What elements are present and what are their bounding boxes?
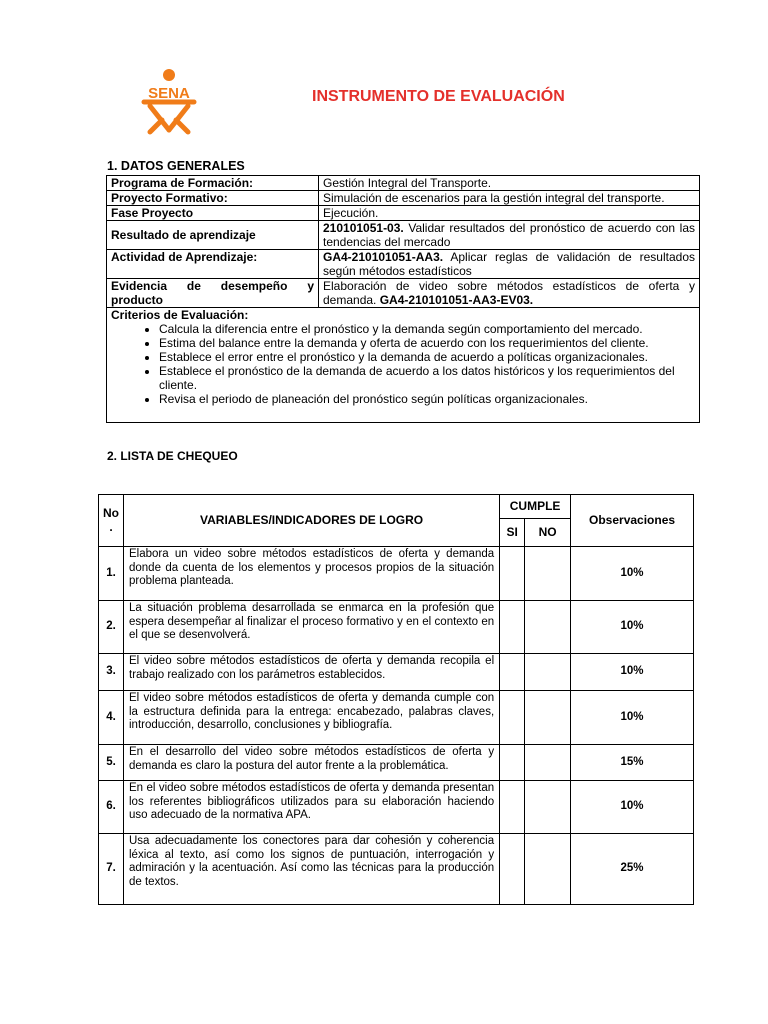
logo-text: SENA	[148, 85, 190, 102]
no-checkbox-cell[interactable]	[525, 834, 571, 905]
no-checkbox-cell[interactable]	[525, 601, 571, 654]
item-number: 6.	[99, 781, 124, 834]
header-cumple: CUMPLE	[500, 495, 571, 519]
item-number: 3.	[99, 654, 124, 691]
list-item: • Establece el pronóstico de la demanda de acuerdo a los datos históricos y los requerimientos del cliente.	[159, 364, 695, 392]
list-item: • Establece el error entre el pronóstico y la demanda de acuerdo a políticas organizacionales.	[159, 350, 695, 364]
list-item: • Estima del balance entre la demanda y oferta de acuerdo con los requerimientos del cliente.	[159, 336, 695, 350]
header-row	[99, 495, 694, 519]
header-no-col: NO	[525, 519, 571, 547]
table-row	[99, 654, 694, 691]
no-checkbox-cell[interactable]	[525, 781, 571, 834]
item-weight: 25%	[571, 834, 694, 905]
criteria-title: Criterios de Evaluación:	[111, 308, 249, 322]
si-checkbox-cell[interactable]	[500, 547, 525, 601]
list-item: • Revisa el periodo de planeación del pronóstico según políticas organizacionales.	[159, 392, 695, 406]
checklist-table	[98, 494, 694, 905]
row-label: Resultado de aprendizaje	[107, 221, 319, 250]
si-checkbox-cell[interactable]	[500, 654, 525, 691]
result-code: 210101051-03.	[323, 221, 404, 235]
section-heading-datos-generales: 1. DATOS GENERALES	[107, 159, 245, 173]
row-value: Simulación de escenarios para la gestión integral del transporte.	[319, 191, 700, 206]
table-row	[99, 691, 694, 745]
row-value	[319, 221, 700, 250]
row-label: Proyecto Formativo:	[107, 191, 319, 206]
list-item: • Calcula la diferencia entre el pronóstico y la demanda según comportamiento del mercado.	[159, 322, 695, 336]
row-label: Programa de Formación:	[107, 176, 319, 191]
table-row	[107, 221, 700, 250]
evidence-text: Elaboración de video sobre métodos estadísticos de oferta y demanda.	[323, 279, 695, 307]
header-variables: VARIABLES/INDICADORES DE LOGRO	[124, 495, 500, 547]
criteria-cell	[107, 308, 700, 423]
item-weight: 10%	[571, 691, 694, 745]
item-weight: 10%	[571, 547, 694, 601]
no-checkbox-cell[interactable]	[525, 547, 571, 601]
item-number: 7.	[99, 834, 124, 905]
item-number: 2.	[99, 601, 124, 654]
no-checkbox-cell[interactable]	[525, 691, 571, 745]
header-si: SI	[500, 519, 525, 547]
header-observaciones: Observaciones	[571, 495, 694, 547]
si-checkbox-cell[interactable]	[500, 781, 525, 834]
section-heading-lista-chequeo: 2. LISTA DE CHEQUEO	[107, 449, 238, 463]
item-weight: 15%	[571, 745, 694, 781]
evidence-code: GA4-210101051-AA3-EV03.	[379, 293, 534, 307]
item-text: En el desarrollo del video sobre métodos estadísticos de oferta y demanda es claro la postura del autor frente a la problemática.	[124, 745, 500, 781]
table-row	[107, 308, 700, 423]
item-text: La situación problema desarrollada se enmarca en la profesión que espera desempeñar al finalizar el proceso formativo y en el contexto en el que se desenvolverá.	[124, 601, 500, 654]
table-row	[107, 206, 700, 221]
row-value	[319, 250, 700, 279]
criteria-list	[111, 322, 695, 406]
header-no: No .	[99, 495, 124, 547]
table-row	[99, 834, 694, 905]
table-row	[99, 547, 694, 601]
general-data-table	[106, 175, 700, 423]
item-text: El video sobre métodos estadísticos de oferta y demanda recopila el trabajo realizado con los parámetros establecidos.	[124, 654, 500, 691]
row-label: Evidencia de desempeño y producto	[107, 279, 319, 308]
table-row	[99, 781, 694, 834]
sena-logo	[136, 68, 202, 136]
item-weight: 10%	[571, 601, 694, 654]
item-text: Elabora un video sobre métodos estadísticos de oferta y demanda donde da cuenta de los elementos y procesos propios de la situación problema planteada.	[124, 547, 500, 601]
item-text: El video sobre métodos estadísticos de oferta y demanda cumple con la estructura definida para la entrega: encabezado, palabras claves, introducción, desarrollo, conclusiones y bibliografía.	[124, 691, 500, 745]
si-checkbox-cell[interactable]	[500, 745, 525, 781]
row-label: Fase Proyecto	[107, 206, 319, 221]
activity-text: Aplicar reglas de validación de resultados según métodos estadísticos	[323, 250, 695, 278]
table-row	[107, 176, 700, 191]
activity-code: GA4-210101051-AA3.	[323, 250, 444, 264]
table-row	[107, 250, 700, 279]
si-checkbox-cell[interactable]	[500, 691, 525, 745]
item-text: En el video sobre métodos estadísticos de oferta y demanda presentan los referentes bibliográficos utilizados para su elaboración haciendo uso adecuado de la normativa APA.	[124, 781, 500, 834]
item-weight: 10%	[571, 654, 694, 691]
row-label: Actividad de Aprendizaje:	[107, 250, 319, 279]
si-checkbox-cell[interactable]	[500, 834, 525, 905]
item-text: Usa adecuadamente los conectores para dar cohesión y coherencia léxica al texto, así como los signos de puntuación, interrogación y admiración y la acentuación. Así como las técnicas para la producción de textos.	[124, 834, 500, 905]
row-value	[319, 279, 700, 308]
item-weight: 10%	[571, 781, 694, 834]
document-title: INSTRUMENTO DE EVALUACIÓN	[312, 88, 565, 105]
table-row	[99, 601, 694, 654]
table-row	[107, 279, 700, 308]
no-checkbox-cell[interactable]	[525, 654, 571, 691]
item-number: 5.	[99, 745, 124, 781]
table-row	[99, 745, 694, 781]
no-checkbox-cell[interactable]	[525, 745, 571, 781]
result-text: Validar resultados del pronóstico de acuerdo con las tendencias del mercado	[323, 221, 695, 249]
item-number: 1.	[99, 547, 124, 601]
si-checkbox-cell[interactable]	[500, 601, 525, 654]
item-number: 4.	[99, 691, 124, 745]
row-value: Ejecución.	[319, 206, 700, 221]
row-value: Gestión Integral del Transporte.	[319, 176, 700, 191]
table-row	[107, 191, 700, 206]
